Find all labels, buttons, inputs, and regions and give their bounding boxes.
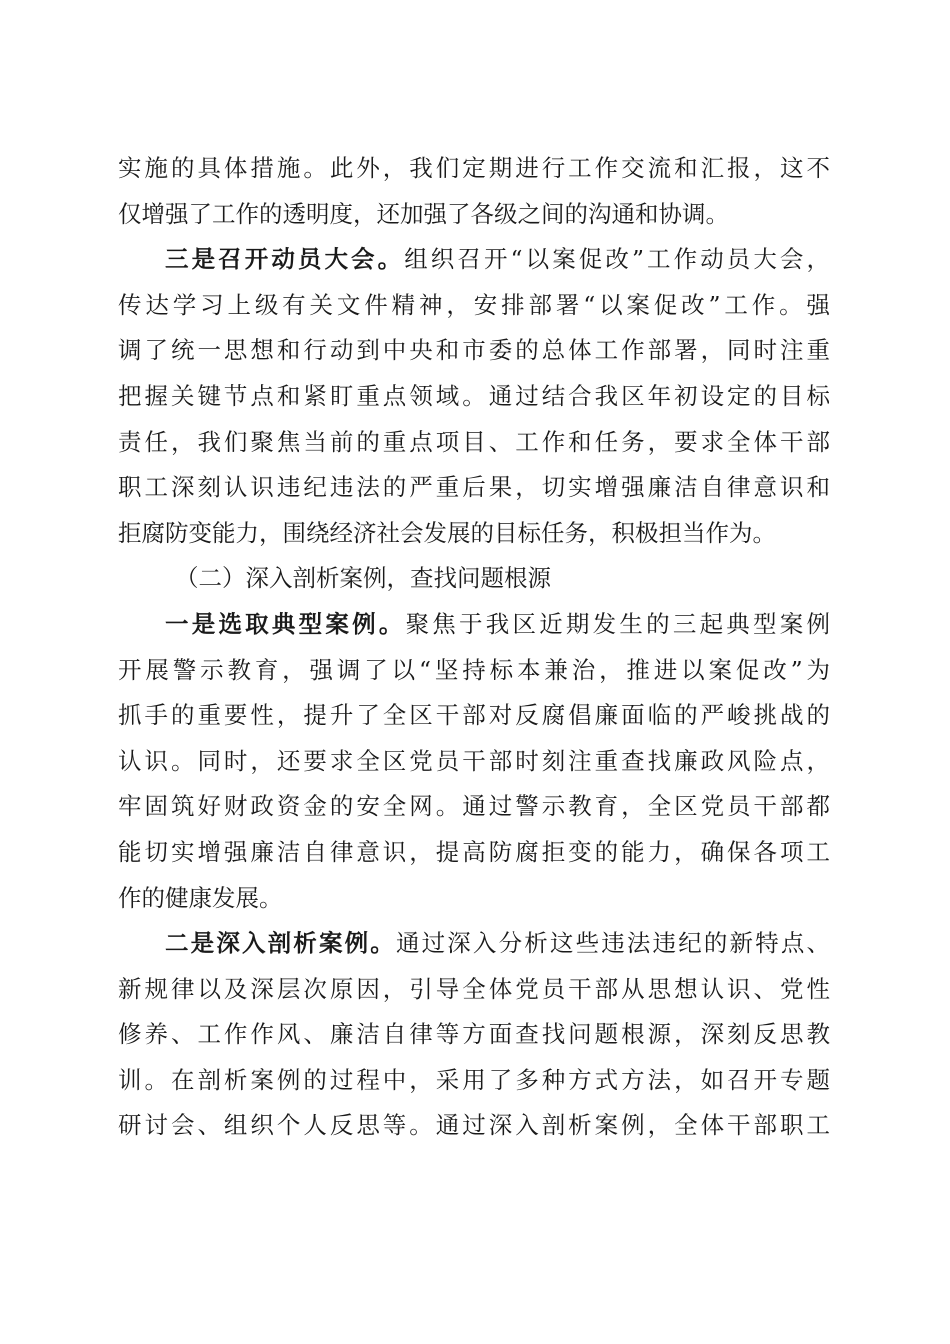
paragraph-start-line: [118, 921, 830, 967]
lead-phrase: 二是深入剖析案例。: [165, 929, 396, 958]
line-text: 组织召开“以案促改”工作动员大会，: [404, 245, 831, 274]
text-line: [118, 739, 830, 785]
paragraph-start-line: [118, 602, 830, 648]
line-text: 抓手的重要性，提升了全区干部对反腐倡廉面临的严峻挑战的: [118, 701, 830, 730]
line-text: 职工深刻认识违纪违法的严重后果，切实增强廉洁自律意识和: [118, 473, 830, 502]
text-line: [118, 374, 830, 420]
document-body: [118, 146, 830, 1149]
line-text: 拒腐防变能力，围绕经济社会发展的目标任务，积极担当作为。: [118, 518, 776, 547]
text-line: [118, 465, 830, 511]
paragraph-start-line: [118, 237, 830, 283]
line-text: 研讨会、组织个人反思等。通过深入剖析案例，全体干部职工: [118, 1111, 830, 1140]
text-line: [118, 1103, 830, 1149]
line-text: 聚焦于我区近期发生的三起典型案例: [405, 609, 830, 638]
line-text: 牢固筑好财政资金的安全网。通过警示教育，全区党员干部都: [118, 792, 830, 821]
text-line: [118, 693, 830, 739]
line-text: 实施的具体措施。此外，我们定期进行工作交流和汇报，这不: [118, 154, 830, 182]
text-line: [118, 146, 830, 192]
line-text: 作的健康发展。: [118, 883, 283, 912]
section-heading: [118, 556, 830, 602]
heading-text: （二）深入剖析案例，查找问题根源: [175, 564, 551, 593]
text-line: [118, 830, 830, 876]
line-text: 传达学习上级有关文件精神，安排部署“以案促改”工作。强: [118, 290, 830, 319]
line-text: 开展警示教育，强调了以“坚持标本兼治，推进以案促改”为: [118, 655, 830, 684]
text-line: [118, 283, 830, 329]
text-line: [118, 192, 830, 238]
text-line: [118, 1058, 830, 1104]
text-line: [118, 967, 830, 1013]
text-line: [118, 511, 830, 557]
line-text: 通过深入分析这些违法违纪的新特点、: [395, 929, 831, 958]
text-line: [118, 1012, 830, 1058]
line-text: 责任，我们聚焦当前的重点项目、工作和任务，要求全体干部: [118, 427, 830, 456]
line-text: 调了统一思想和行动到中央和市委的总体工作部署，同时注重: [118, 336, 830, 365]
line-text: 能切实增强廉洁自律意识，提高防腐拒变的能力，确保各项工: [118, 837, 830, 866]
text-line: [118, 648, 830, 694]
line-text: 新规律以及深层次原因，引导全体党员干部从思想认识、党性: [118, 974, 830, 1003]
lead-phrase: 一是选取典型案例。: [165, 609, 406, 638]
text-line: [118, 420, 830, 466]
text-line: [118, 328, 830, 374]
line-text: 训。在剖析案例的过程中，采用了多种方式方法，如召开专题: [118, 1065, 830, 1094]
line-text: 修养、工作作风、廉洁自律等方面查找问题根源，深刻反思教: [118, 1020, 830, 1049]
lead-phrase: 三是召开动员大会。: [165, 245, 405, 274]
text-line: [118, 784, 830, 830]
text-line: [118, 876, 830, 922]
line-text: 仅增强了工作的透明度，还加强了各级之间的沟通和协调。: [118, 199, 729, 228]
line-text: 认识。同时，还要求全区党员干部时刻注重查找廉政风险点，: [118, 746, 830, 775]
line-text: 把握关键节点和紧盯重点领域。通过结合我区年初设定的目标: [118, 381, 830, 410]
